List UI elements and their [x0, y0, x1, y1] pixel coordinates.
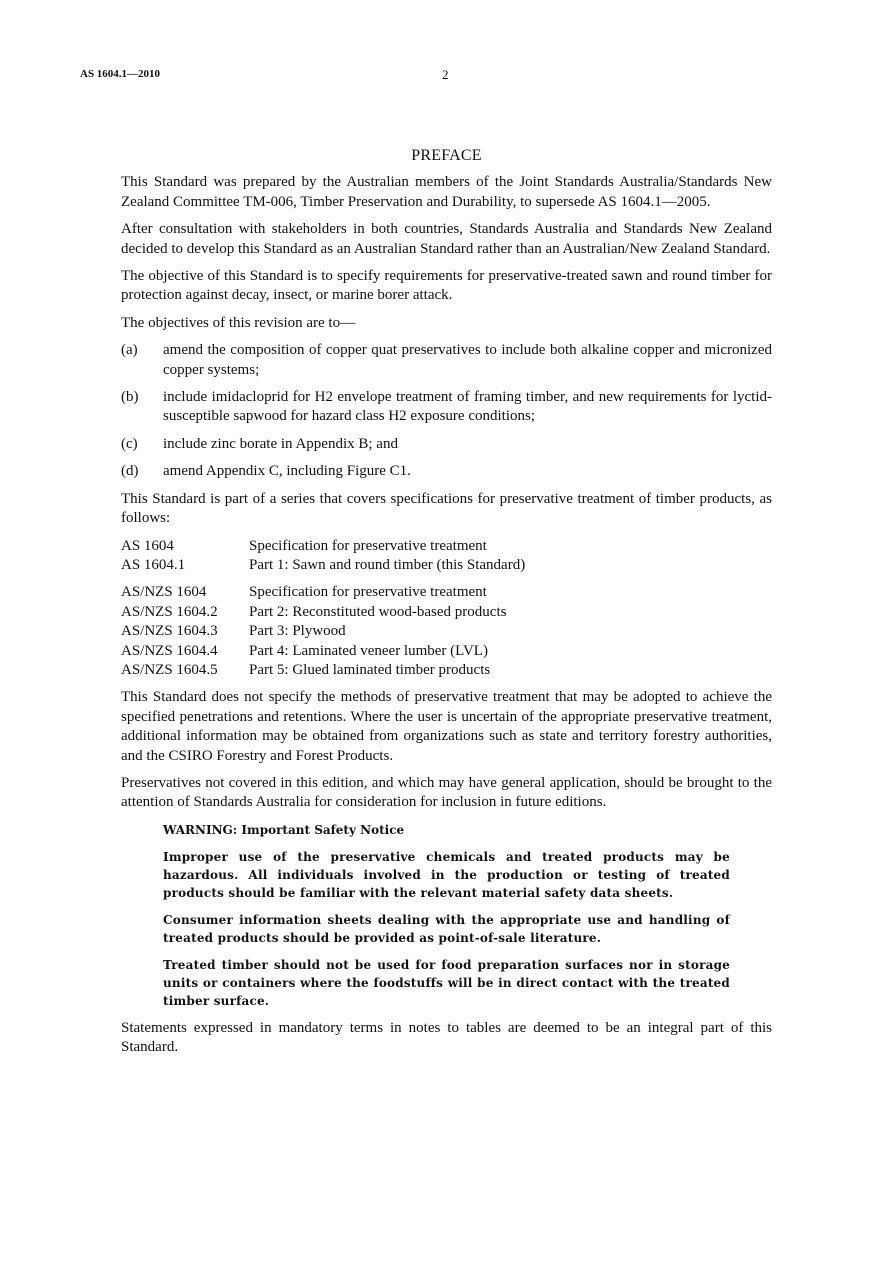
series-code: AS/NZS 1604: [121, 584, 207, 601]
page-number: 2: [442, 67, 449, 82]
series-group-asnzs: [121, 583, 772, 680]
list-text: include imidacloprid for H2 envelope treatment of framing timber, and new requirements for lyctid-susceptible sapwood for hazard class H2 exposure conditions;: [163, 389, 772, 425]
list-item: [121, 435, 772, 454]
series-title: Specification for preservative treatment: [249, 584, 487, 601]
page-header: [80, 68, 812, 84]
warning-paragraph-1: Improper use of the preservative chemicals and treated products may be hazardous. All individuals involved in the production or testing of treated products should be familiar with the relevant material safety data sheets.: [163, 849, 730, 900]
list-item: [121, 341, 772, 380]
list-item: [121, 462, 772, 481]
list-marker: (c): [121, 435, 138, 452]
document-id: AS 1604.1—2010: [80, 68, 161, 80]
intro-paragraph-3: The objective of this Standard is to specify requirements for preservative-treated sawn and round timber for protection against decay, insect, or marine borer attack.: [121, 268, 772, 304]
series-code: AS/NZS 1604.3: [121, 623, 218, 640]
list-text: amend Appendix C, including Figure C1.: [163, 463, 411, 480]
warning-paragraph-2: Consumer information sheets dealing with the appropriate use and handling of treated products should be provided as point-of-sale literature.: [163, 912, 730, 945]
revision-list: [121, 341, 772, 481]
list-marker: (a): [121, 342, 138, 359]
safety-warning: [163, 821, 730, 1010]
series-code: AS 1604.1: [121, 556, 186, 573]
series-row: [121, 603, 772, 622]
series-row: [121, 537, 772, 556]
list-item: [121, 388, 772, 427]
series-row: [121, 661, 772, 680]
intro-paragraph-2: After consultation with stakeholders in both countries, Standards Australia and Standards New Zealand decided to develop this Standard as an Australian Standard rather than an Australian/New Zealand Standard.: [121, 221, 772, 257]
series-code: AS 1604: [121, 537, 174, 554]
series-code: AS/NZS 1604.5: [121, 661, 218, 678]
series-row: [121, 556, 772, 575]
series-code: AS/NZS 1604.2: [121, 603, 218, 620]
series-intro: This Standard is part of a series that covers specifications for preservative treatment of timber products, as follows:: [121, 490, 772, 527]
series-code: AS/NZS 1604.4: [121, 642, 218, 659]
preservatives-paragraph: Preservatives not covered in this edition, and which may have general application, should be brought to the attention of Standards Australia for consideration for inclusion in future editions.: [121, 774, 772, 811]
list-marker: (d): [121, 463, 139, 480]
series-title: Part 2: Reconstituted wood-based products: [249, 603, 507, 620]
series-title: Specification for preservative treatment: [249, 537, 487, 554]
series-title: Part 4: Laminated veneer lumber (LVL): [249, 642, 488, 659]
series-row: [121, 642, 772, 661]
warning-heading: WARNING: Important Safety Notice: [163, 822, 405, 837]
list-text: amend the composition of copper quat preservatives to include both alkaline copper and micronized copper systems;: [163, 342, 772, 378]
series-title: Part 3: Plywood: [249, 623, 346, 640]
series-row: [121, 583, 772, 602]
methods-paragraph: This Standard does not specify the methods of preservative treatment that may be adopted to achieve the specified penetrations and retentions. Where the user is uncertain of the appropriate preservative treatment, additional information may be obtained from organizations such as state and territory forestry authorities, and the CSIRO Forestry and Forest Products.: [121, 689, 772, 764]
page-title: PREFACE: [411, 147, 482, 164]
list-marker: (b): [121, 389, 139, 406]
series-title: Part 5: Glued laminated timber products: [249, 661, 491, 678]
page-content: [121, 146, 772, 1066]
intro-paragraph-1: This Standard was prepared by the Australian members of the Joint Standards Australia/Standards New Zealand Committee TM-006, Timber Preservation and Durability, to supersede AS 1604.1—2005.: [121, 174, 772, 210]
series-row: [121, 622, 772, 641]
closing-paragraph: Statements expressed in mandatory terms in notes to tables are deemed to be an integral part of this Standard.: [121, 1019, 772, 1056]
warning-paragraph-3: Treated timber should not be used for food preparation surfaces nor in storage units or containers where the foodstuffs will be in direct contact with the treated timber surface.: [163, 957, 730, 1008]
series-group-as: [121, 537, 772, 576]
intro-paragraph-4: The objectives of this revision are to—: [121, 314, 356, 331]
series-title: Part 1: Sawn and round timber (this Standard): [249, 556, 526, 573]
list-text: include zinc borate in Appendix B; and: [163, 435, 398, 452]
